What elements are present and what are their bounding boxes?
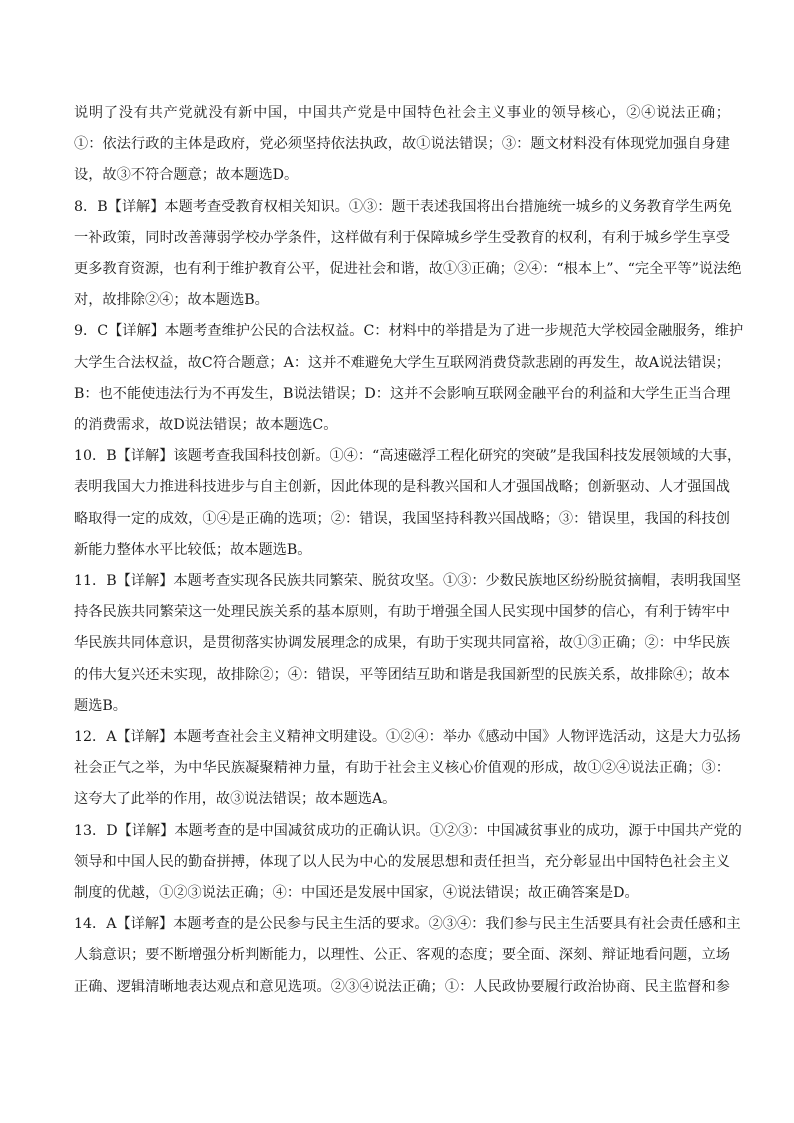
text-line: 更多教育资源，也有利于维护教育公平，促进社会和谐，故①③正确；②④：“根本上”、“完全平等”说法绝 <box>74 261 742 278</box>
paragraph-question-14 <box>74 909 741 1003</box>
text-line: 11．B【详解】本题考查实现各民族共同繁荣、脱贫攻坚。①③：少数民族地区纷纷脱贫摘帽，表明我国坚 <box>74 573 741 590</box>
text-line: 持各民族共同繁荣这一处理民族关系的基本原则，有助于增强全国人民实现中国梦的信心，有利于铸牢中 <box>74 604 730 621</box>
text-line: 12．A【详解】本题考查社会主义精神文明建设。①②④：举办《感动中国》人物评选活动，这是大力弘扬 <box>74 729 741 746</box>
paragraph-question-12 <box>74 722 741 816</box>
paragraph-question-13 <box>74 816 742 910</box>
text-line: 一补政策，同时改善薄弱学校办学条件，这样做有利于保障城乡学生受教育的权利，有利于城乡学生享受 <box>74 229 730 246</box>
text-line: 的伟大复兴还未实现，故排除②；④：错误，平等团结互助和谐是我国新型的民族关系，故排除④；故本 <box>74 666 730 683</box>
text-line: 华民族共同体意识，是贯彻落实协调发展理念的成果，有助于实现共同富裕，故①③正确；②：中华民族 <box>74 635 730 652</box>
text-line: 8．B【详解】本题考查受教育权相关知识。①③：题干表述我国将出台措施统一城乡的义务教育学生两免 <box>74 198 732 215</box>
paragraph-question-8 <box>74 192 742 317</box>
text-line: 10．B【详解】该题考查我国科技创新。①④：“高速磁浮工程化研究的突破”是我国科技发展领域的大事， <box>74 448 742 465</box>
paragraph-question-10 <box>74 441 742 566</box>
text-line: 设，故③不符合题意；故本题选D。 <box>74 167 299 184</box>
paragraph-7-continued <box>74 98 730 192</box>
text-line: 这夸大了此举的作用，故③说法错误；故本题选A。 <box>74 791 397 808</box>
text-line: 9．C【详解】本题考查维护公民的合法权益。C：材料中的举措是为了进一步规范大学校园金融服务，维护 <box>74 323 744 340</box>
text-line: B：也不能使违法行为不再发生，B说法错误；D：这并不会影响互联网金融平台的利益和大学生正当合理 <box>74 385 731 402</box>
text-line: 对，故排除②④；故本题选B。 <box>74 292 269 309</box>
text-line: 题选B。 <box>74 697 127 714</box>
text-line: 13．D【详解】本题考查的是中国减贫成功的正确认识。①②③：中国减贫事业的成功，源于中国共产党的 <box>74 822 742 839</box>
text-line: 说明了没有共产党就没有新中国，中国共产党是中国特色社会主义事业的领导核心，②④说法正确； <box>74 105 730 121</box>
text-line: 大学生合法权益，故C符合题意；A：这并不难避免大学生互联网消费贷款悲剧的再发生，故A说法错误； <box>74 354 730 371</box>
text-line: 人翁意识；要不断增强分析判断能力，以理性、公正、客观的态度；要全面、深刻、辩证地看问题，立场 <box>74 947 730 964</box>
paragraph-question-9 <box>74 316 744 441</box>
text-line: 制度的优越，①②③说法正确；④：中国还是发展中国家，④说法错误；故正确答案是D。 <box>74 885 639 902</box>
text-line: ①：依法行政的主体是政府，党必须坚持依法执政，故①说法错误；③：题文材料没有体现党加强自身建 <box>74 136 730 153</box>
text-line: 表明我国大力推进科技进步与自主创新，因此体现的是科教兴国和人才强国战略；创新驱动、人才强国战 <box>74 479 730 496</box>
answer-explanations <box>74 98 744 1003</box>
text-line: 正确、逻辑清晰地表达观点和意见选项。②③④说法正确；①：人民政协要履行政治协商、民主监督和参 <box>74 978 730 995</box>
text-line: 略取得一定的成效，①④是正确的选项；②：错误，我国坚持科教兴国战略；③：错误里，我国的科技创 <box>74 510 730 527</box>
text-line: 新能力整体水平比较低；故本题选B。 <box>74 541 312 558</box>
paragraph-question-11 <box>74 566 741 722</box>
text-line: 14．A【详解】本题考查的是公民参与民主生活的要求。②③④：我们参与民主生活要具有社会责任感和主 <box>74 916 741 933</box>
text-line: 领导和中国人民的勤奋拼搏，体现了以人民为中心的发展思想和责任担当，充分彰显出中国特色社会主义 <box>74 853 730 870</box>
text-line: 社会正气之举，为中华民族凝聚精神力量，有助于社会主义核心价值观的形成，故①②④说法正确；③： <box>74 760 730 777</box>
text-line: 的消费需求，故D说法错误；故本题选C。 <box>74 417 338 434</box>
